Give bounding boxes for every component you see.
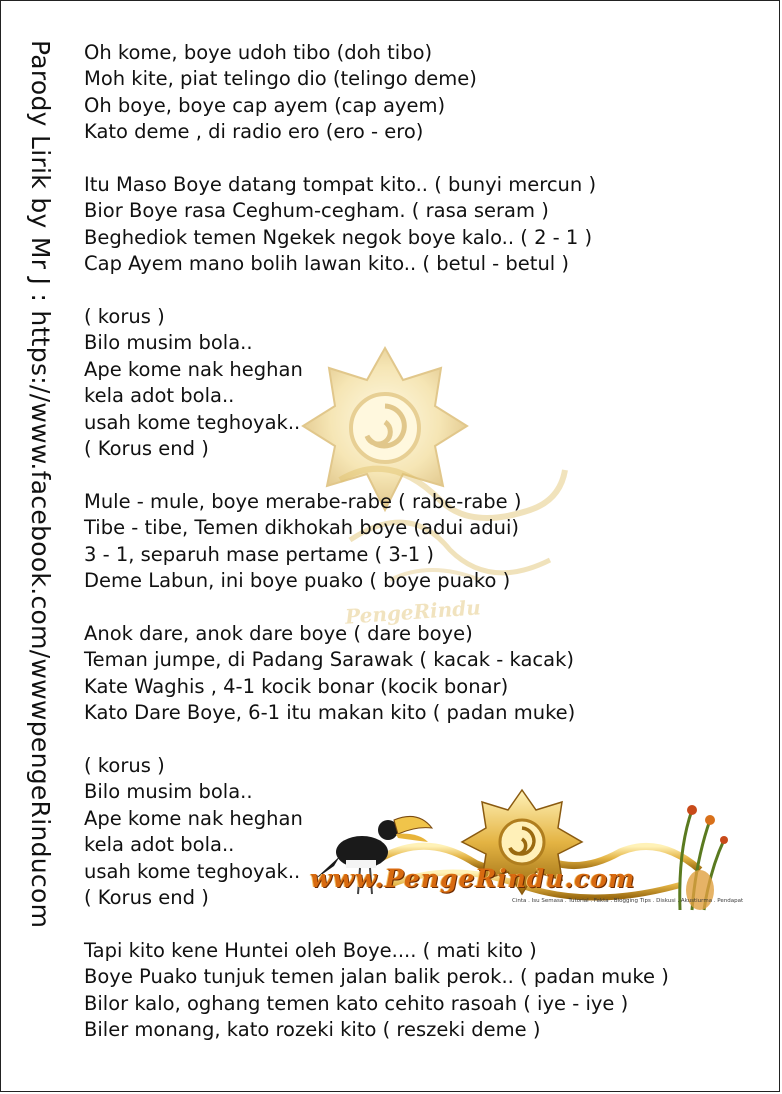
lyric-line: Bilo musim bola.. xyxy=(84,331,253,355)
lyric-line: kela adot bola.. xyxy=(84,384,235,408)
lyric-line: Tibe - tibe, Temen dikhokah boye (adui adui) xyxy=(84,516,520,540)
lyric-line: Bilor kalo, oghang temen kato cehito rasoah ( iye - iye ) xyxy=(84,991,629,1015)
lyric-line: Anok dare, anok dare boye ( dare boye) xyxy=(84,621,473,645)
stanza-2 xyxy=(84,172,764,278)
chorus-1 xyxy=(84,304,764,462)
stanza-4 xyxy=(84,621,764,727)
watermark-logo-text: PengeRindu xyxy=(344,595,482,629)
lyric-line: Itu Maso Boye datang tompat kito.. ( bunyi mercun ) xyxy=(84,173,597,197)
stanza-1 xyxy=(84,40,764,146)
lyric-line: Kate Waghis , 4-1 kocik bonar (kocik bonar) xyxy=(84,674,509,698)
lyric-line: kela adot bola.. xyxy=(84,833,235,857)
lyric-line: Tapi kito kene Huntei oleh Boye.... ( mati kito ) xyxy=(84,938,537,962)
lyric-line: ( korus ) xyxy=(84,305,165,329)
lyric-line: Oh boye, boye cap ayem (cap ayem) xyxy=(84,93,446,117)
lyric-line: Bilo musim bola.. xyxy=(84,780,253,804)
stanza-5 xyxy=(84,938,764,1044)
lyric-line: Teman jumpe, di Padang Sarawak ( kacak - kacak) xyxy=(84,648,574,672)
lyric-line: 3 - 1, separuh mase pertame ( 3-1 ) xyxy=(84,542,435,566)
lyric-line: Kato Dare Boye, 6-1 itu makan kito ( padan muke) xyxy=(84,701,576,725)
lyric-line: Ape kome nak heghan xyxy=(84,806,303,830)
lyric-line: Beghediok temen Ngekek negok boye kalo.. ( 2 - 1 ) xyxy=(84,225,593,249)
lyric-line: Oh kome, boye udoh tibo (doh tibo) xyxy=(84,41,433,64)
banner-tagline: Cinta . Isu Semasa . Tutorial . Fakta . Blogging Tips . Diskusi . Akustiurma . Pendapat xyxy=(512,898,744,904)
stanza-3 xyxy=(84,489,764,595)
banner-url-text: www.PengeRindu.com xyxy=(310,864,636,893)
lyric-line: ( Korus end ) xyxy=(84,885,209,909)
lyric-line: Cap Ayem mano bolih lawan kito.. ( betul - betul ) xyxy=(84,252,570,276)
lyric-line: Moh kite, piat telingo dio (telingo deme) xyxy=(84,67,477,91)
lyric-line: Kato deme , di radio ero (ero - ero) xyxy=(84,120,424,144)
lyric-line: Ape kome nak heghan xyxy=(84,357,303,381)
lyric-line: ( Korus end ) xyxy=(84,437,209,461)
lyric-line: usah kome teghoyak.. xyxy=(84,410,301,434)
lyric-line: Boye Puako tunjuk temen jalan balik perok.. ( padan muke ) xyxy=(84,965,669,989)
lyric-line: Biler monang, kato rozeki kito ( reszeki deme ) xyxy=(84,1017,541,1041)
lyric-line: usah kome teghoyak.. xyxy=(84,859,301,883)
side-title: Parody Lirik by Mr J : https://www.facebook.com/wwwpengeRinducom xyxy=(26,40,55,929)
lyric-line: ( korus ) xyxy=(84,753,165,777)
lyric-line: Deme Labun, ini boye puako ( boye puako ) xyxy=(84,569,511,593)
lyric-line: Bior Boye rasa Ceghum-cegham. ( rasa seram ) xyxy=(84,199,549,223)
lyric-line: Mule - mule, boye merabe-rabe ( rabe-rabe ) xyxy=(84,489,522,513)
